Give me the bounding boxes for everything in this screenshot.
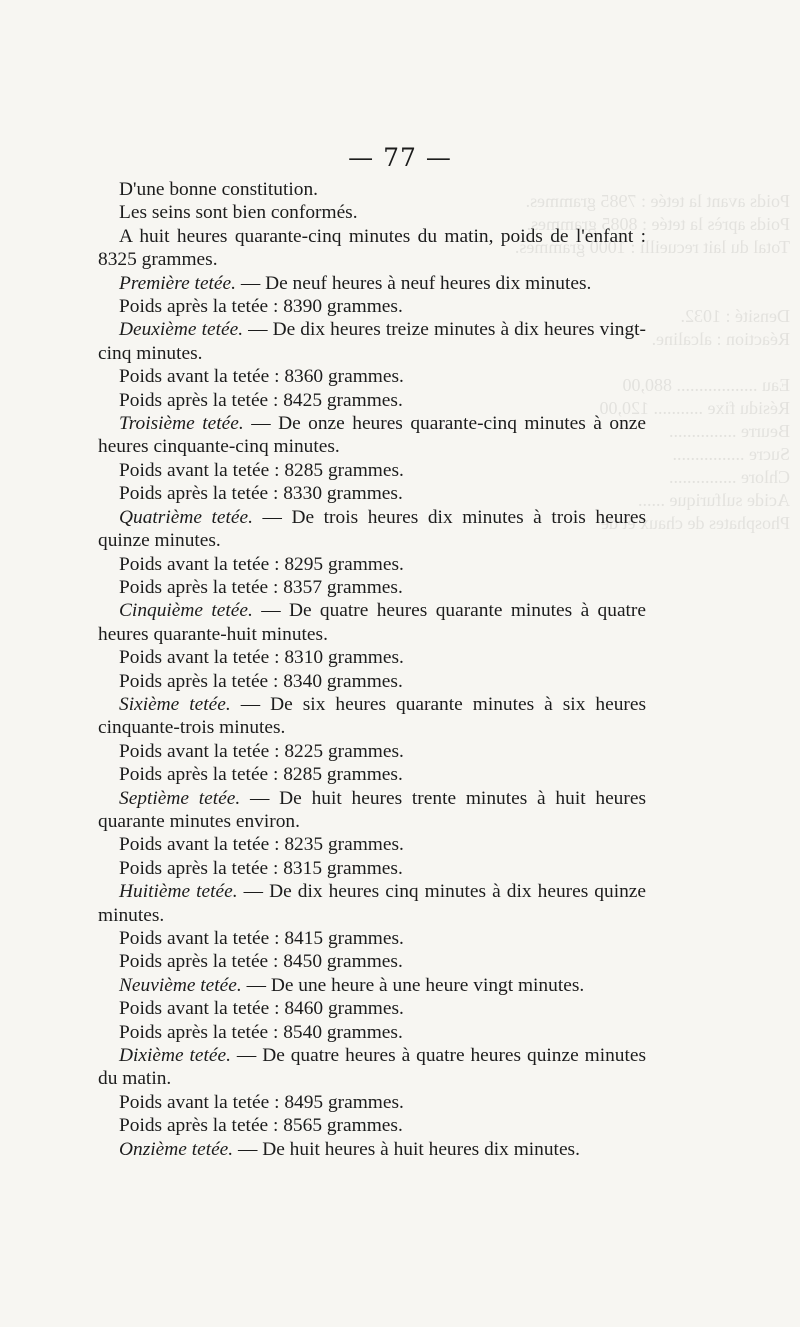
feeding-title: Troisième tetée. <box>119 413 244 435</box>
weight-line: Poids avant la tetée : 8310 grammes. <box>119 647 404 669</box>
feeding-title: Huitième tetée. <box>119 881 238 903</box>
feeding-time: — De dix heures treize minutes à dix heures vingt-cinq minutes. <box>98 319 646 364</box>
feeding-time: — De quatre heures à quatre heures quinze minutes du matin. <box>98 1045 647 1090</box>
weight-line: Poids après la tetée : 8540 grammes. <box>119 1021 403 1043</box>
page-number: — 77 — <box>348 143 452 172</box>
weight-line: Poids avant la tetée : 8235 grammes. <box>119 834 404 856</box>
feeding-entry <box>98 880 646 927</box>
weight-line: Poids avant la tetée : 8360 grammes. <box>119 366 404 388</box>
feeding-title: Onzième tetée. <box>119 1138 234 1160</box>
weight-line: Poids avant la tetée : 8285 grammes. <box>119 459 404 481</box>
weight-line: Poids avant la tetée : 8495 grammes. <box>119 1091 404 1113</box>
weight-line: Poids après la tetée : 8425 grammes. <box>119 389 403 411</box>
feeding-time: — De onze heures quarante-cinq minutes à onze heures cinquante-cinq minutes. <box>98 413 646 458</box>
weight-line: Poids après la tetée : 8565 grammes. <box>119 1115 403 1137</box>
feeding-time: — De six heures quarante minutes à six heures cinquante-trois minutes. <box>98 693 646 739</box>
weight-line: Poids après la tetée : 8330 grammes. <box>119 483 403 505</box>
feeding-entry <box>98 412 646 459</box>
feeding-entry <box>98 787 646 834</box>
feeding-entry <box>98 1138 646 1161</box>
feeding-entry <box>98 318 646 365</box>
feeding-entry <box>98 693 646 740</box>
weight-line: Poids avant la tetée : 8295 grammes. <box>119 553 404 575</box>
intro-line: A huit heures quarante-cinq minutes du matin, poids de l'enfant : 8325 grammes. <box>98 225 646 271</box>
feeding-title: Deuxième tetée. <box>119 319 244 341</box>
feeding-entry <box>98 599 646 646</box>
weight-line: Poids après la tetée : 8450 grammes. <box>119 951 403 973</box>
feeding-title: Sixième tetée. <box>119 693 231 715</box>
feeding-title: Dixième tetée. <box>119 1045 231 1067</box>
feeding-time: — De trois heures dix minutes à trois heures quinze minutes. <box>98 506 646 552</box>
feeding-time: — De huit heures à huit heures dix minutes. <box>233 1138 580 1160</box>
feeding-entry <box>98 974 646 997</box>
feeding-entry <box>98 272 646 295</box>
intro-line: D'une bonne constitution. <box>119 179 318 200</box>
feeding-title: Première tetée. <box>119 272 236 294</box>
feeding-time: — De huit heures trente minutes à huit heures quarante minutes environ. <box>98 787 646 832</box>
weight-line: Poids après la tetée : 8357 grammes. <box>119 576 403 598</box>
weight-line: Poids avant la tetée : 8415 grammes. <box>119 928 404 949</box>
page-body <box>98 178 646 1161</box>
feeding-time: — De quatre heures quarante minutes à quatre heures quarante-huit minutes. <box>98 600 646 645</box>
feeding-title: Quatrième tetée. <box>119 506 253 528</box>
weight-line: Poids après la tetée : 8285 grammes. <box>119 764 403 786</box>
feeding-entry <box>98 506 646 553</box>
feeding-title: Septième tetée. <box>119 787 241 809</box>
feeding-title: Cinquième tetée. <box>119 600 253 622</box>
weight-line: Poids avant la tetée : 8225 grammes. <box>119 740 404 762</box>
feeding-entry <box>98 1044 646 1091</box>
weight-line: Poids après la tetée : 8315 grammes. <box>119 857 403 879</box>
weight-line: Poids après la tetée : 8390 grammes. <box>119 296 403 318</box>
weight-line: Poids après la tetée : 8340 grammes. <box>119 670 403 692</box>
show-through-bleed: Poids avant la tetée : 7985 grammes. Poids après la tetée : 8085 grammes. Total du lait recueilli : 1000 grammes. Densité : 1032. Réaction : alcaline. Eau .................. 880,00 Résidu fixe ........... 120,00 Beurre ............... Sucre ................ Chlore ............... Acide sulfurique ...... Phosphates de chaux et de <box>514 191 790 533</box>
feeding-title: Neuvième tetée. <box>119 974 242 996</box>
feeding-time: — De une heure à une heure vingt minutes. <box>241 974 585 996</box>
feeding-time: — De neuf heures à neuf heures dix minutes. <box>236 272 592 294</box>
weight-line: Poids avant la tetée : 8460 grammes. <box>119 998 404 1020</box>
feeding-time: — De dix heures cinq minutes à dix heures quinze minutes. <box>98 881 646 926</box>
intro-line: Les seins sont bien conformés. <box>119 202 358 224</box>
